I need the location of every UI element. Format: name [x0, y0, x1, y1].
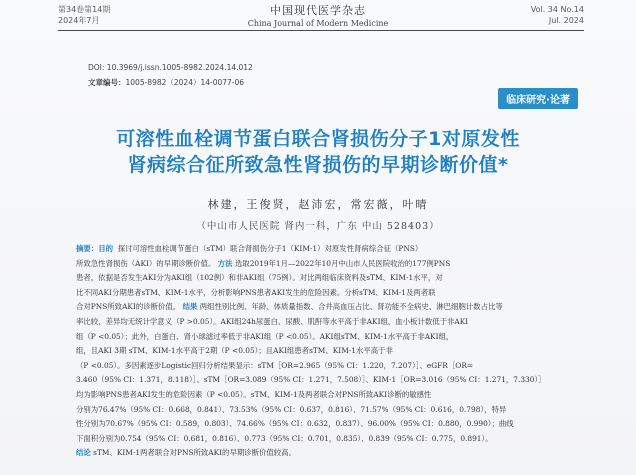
article-title-line-2: 肾病综合征所致急性肾损伤的早期诊断价值*	[127, 154, 509, 176]
abstract-line: 均为影响PNS患者AKI发生的危险因素（P <0.05）。sTM、KIM-1及两者联合对PNS所致AKI诊断的敏感性	[76, 389, 432, 399]
journal-name-cn: 中国现代医学杂志	[270, 4, 366, 17]
article-title-line-1: 可溶性血栓调节蛋白联合肾损伤分子1对原发性	[116, 128, 520, 150]
author-list: 林建，王俊贤，赵沛宏，常宏薇，叶晴	[207, 198, 429, 211]
conclusion-label: 结论	[76, 448, 91, 458]
abstract-label: 摘要：	[76, 244, 99, 253]
abstract-line: 组（P <0.05）；此外，白蛋白、肾小球滤过率低于非AKI组（P <0.05）。AKI组sTM、KIM-1水平高于非AKI组，	[76, 331, 454, 341]
abstract-line: 组，且AKI 3期 sTM、KIM-1水平高于2期（P <0.05）；且AKI组患者sTM、KIM-1水平高于非	[76, 346, 393, 356]
article-number-line	[88, 77, 244, 88]
header-rule	[58, 30, 584, 31]
abstract	[76, 242, 588, 461]
article-number: 1005-8982（2024）14-0077-06	[125, 78, 245, 87]
volume-issue: 第34卷第14期	[58, 5, 111, 14]
abstract-line: 3.460（95% CI：1.371，8.118）］、sTM［OR=3.089（95% CI：1.271，7.508）］、KIM-1［OR=3.016（95% CI：1.271，7.330）］	[76, 375, 546, 385]
abstract-line: 患者，依据是否发生AKI分为AKI组（102例）和非AKI组（75例）。对比两组临床资料及sTM、KIM-1水平，对	[76, 273, 443, 283]
running-header-right	[531, 4, 584, 26]
objective-label: 目的	[98, 244, 113, 253]
affiliation: （中山市人民医院 肾内一科，广东 中山 528403）	[196, 221, 440, 232]
abstract-line: 比不同AKI分期患者sTM、KIM-1水平，分析影响PNS患者AKI发生的危险因素。分析sTM、KIM-1及两者联	[76, 287, 436, 297]
abstract-line: 结论 sTM、KIM-1两者联合对PNS所致AKI的早期诊断价值较高。	[76, 448, 296, 458]
section-badge: 临床研究·论著	[498, 88, 578, 109]
abstract-line: 下面积分别为0.754（95% CI：0.681，0.816）、0.773（95% CI：0.701，0.835）、0.839（95% CI：0.775，0.891）。	[76, 433, 493, 443]
abstract-line: 分别为76.47%（95% CI：0.668，0.841）、73.53%（95% CI：0.637，0.816）、71.57%（95% CI：0.616，0.798），特异	[76, 404, 507, 414]
issue-date: 2024年7月	[58, 16, 100, 25]
abstract-line: 合对PNS所致AKI的诊断价值。 结果 两组性别比例、年龄、体质量指数、合并高血压占比、肾功能不全病史、淋巴细胞计数占比等	[76, 302, 503, 312]
abstract-line: 摘要：目的 探讨可溶性血栓调节蛋白（sTM）联合肾损伤分子1（KIM-1）对原发性肾病综合征（PNS）	[76, 244, 423, 253]
journal-name-en: China Journal of Modern Medicine	[247, 19, 389, 28]
method-label: 方法	[217, 258, 233, 268]
volume-issue-en: Vol. 34 No.14	[530, 5, 584, 14]
result-label: 结果	[182, 302, 198, 312]
abstract-line: 率比较，差异均无统计学意义（P >0.05）。AKI组24h尿蛋白、尿酸、肌酐等水平高于非AKI组，血小板计数低于非AKI	[76, 316, 469, 326]
article-number-label: 文章编号：	[88, 78, 126, 87]
issue-date-en: Jul. 2024	[548, 16, 584, 25]
abstract-line: （P <0.05）。多因素逐步Logistic回归分析结果显示：sTM［OR=2.965（95% CI：1.220，7.207）］、eGFR［OR=	[76, 360, 474, 370]
abstract-line: 所致急性肾损伤（AKI）的早期诊断价值。 方法 选取2019年1月—2022年10月中山市人民医院收治的177例PNS	[76, 258, 451, 268]
abstract-line: 性分别为70.67%（95% CI：0.589，0.803）、74.66%（95% CI：0.632，0.837）、96.00%（95% CI：0.880，0.990）；曲线	[76, 419, 514, 429]
doi-line: DOI: 10.3969/j.issn.1005-8982.2024.14.012	[88, 63, 253, 72]
